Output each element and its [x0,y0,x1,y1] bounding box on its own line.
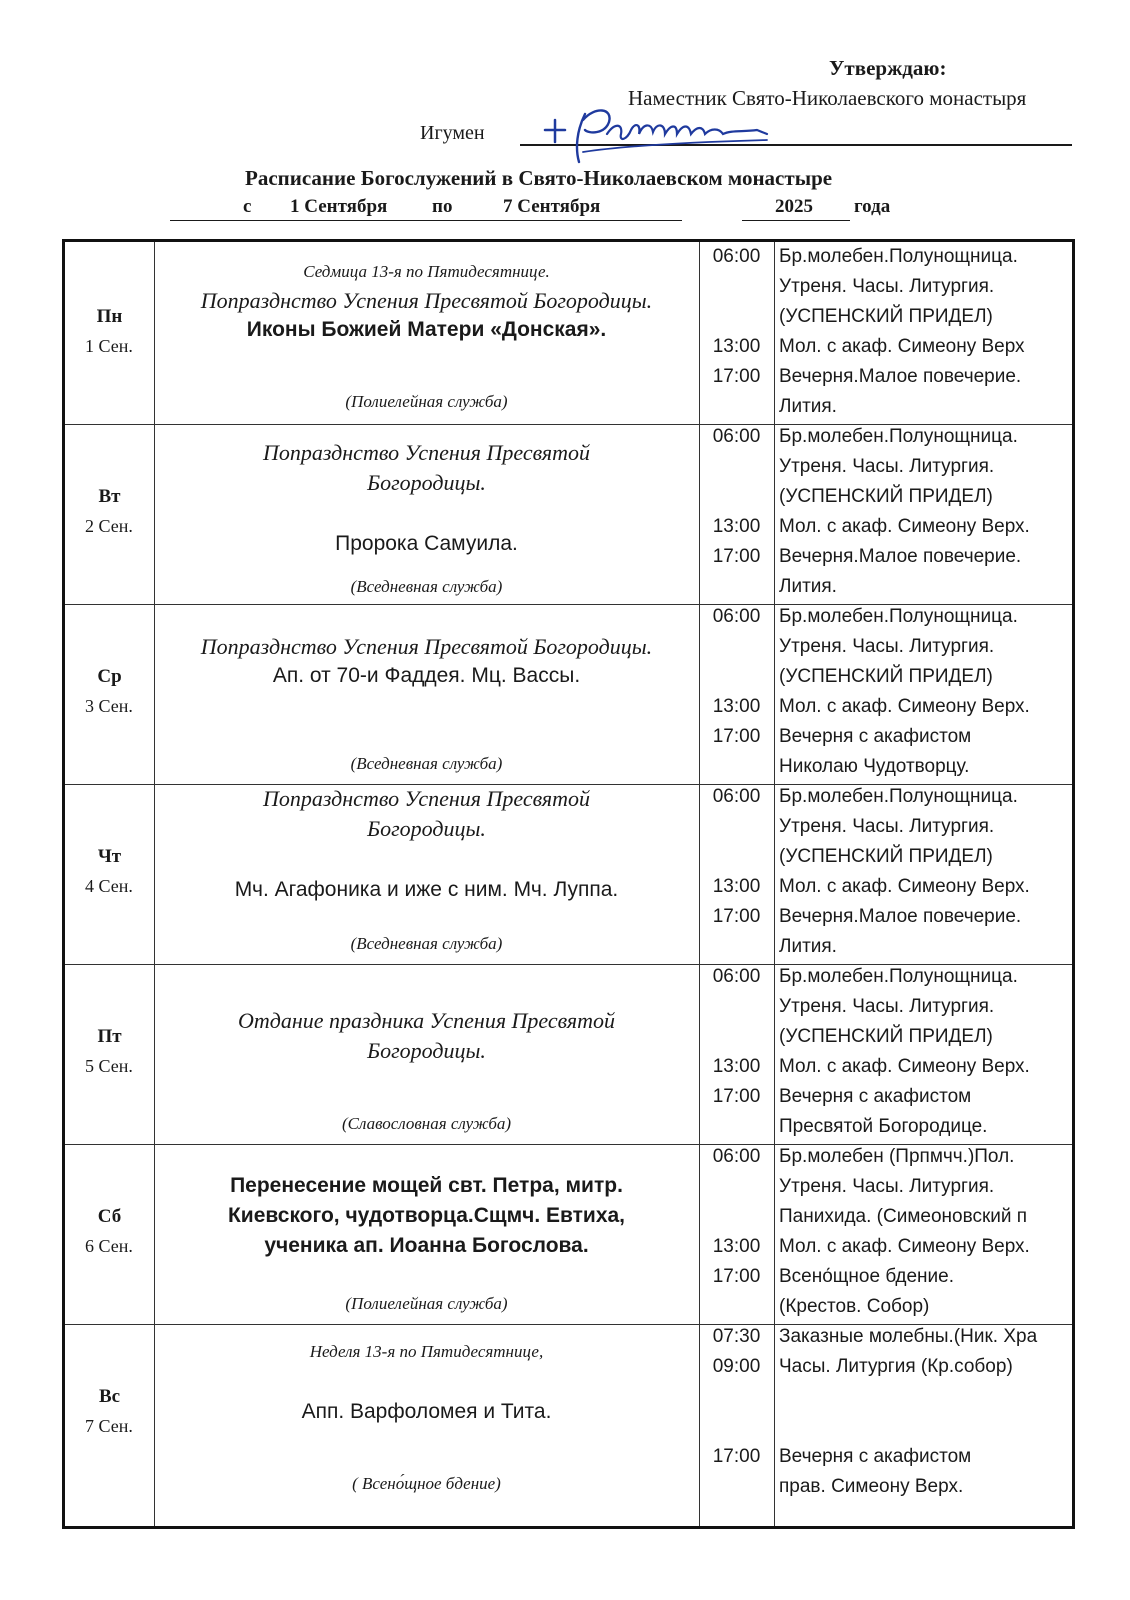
service-line: Мол. с акаф. Симеону Верх [779,336,1025,357]
day-of-week: Сб [97,1206,122,1227]
approver-title: Наместник Свято-Николаевского монастыря [628,86,1027,110]
service-line: Бр.молебен.Полунощница. [779,966,1018,987]
time-cell [699,1142,774,1324]
service-time: 17:00 [712,1446,761,1467]
service-time: 13:00 [712,516,761,537]
service-line: (Крестов. Собор) [779,1296,930,1317]
service-line: Бр.молебен.Полунощница. [779,426,1018,447]
schedule-table [62,239,1075,1529]
service-line: Панихида. (Симеоновский п [779,1206,1028,1227]
day-of-week: Пн [96,306,123,327]
time-cell [699,782,774,964]
schedule-row [65,782,1072,965]
feast-cell [154,1322,699,1505]
service-time: 13:00 [712,696,761,717]
feast-line: Апп. Варфоломея и Тита. [301,1400,552,1423]
service-time: 17:00 [712,1086,761,1107]
service-time: 09:00 [712,1356,761,1377]
service-line: Вечерня.Малое повечерие. [779,546,1022,567]
service-time: 13:00 [712,1236,761,1257]
feast-line: Седмица 13-я по Пятидесятнице. [303,262,550,281]
services-cell [775,962,1072,1144]
service-line: Вечерня.Малое повечерие. [779,366,1022,387]
service-time: 17:00 [712,906,761,927]
feast-line: (Полиелейная служба) [345,392,508,411]
feast-line: Киевского, чудотворца.Сщмч. Евтиха, [227,1204,626,1227]
service-line: Лития. [779,576,837,597]
period-to-date: 7 Сентября [503,196,601,217]
services-cell [775,782,1072,964]
day-date: 1 Сен. [85,336,133,356]
services-cell [775,422,1072,604]
schedule-row [65,1142,1072,1325]
service-line: Мол. с акаф. Симеону Верх. [779,516,1030,537]
feast-line: Богородицы. [367,470,486,495]
feast-line: Пророка Самуила. [335,532,518,555]
service-line: Бр.молебен (Прпмчч.)Пол. [779,1146,1015,1167]
day-of-week: Чт [97,846,122,867]
day-cell [65,422,154,604]
service-line: Николаю Чудотворцу. [779,756,970,777]
feast-line: (Вседневная служба) [350,754,503,773]
feast-cell [154,1142,699,1324]
day-date: 7 Сен. [85,1416,133,1436]
feast-line: ученика ап. Иоанна Богослова. [264,1234,589,1257]
service-line: Всено́щное бдение. [779,1266,954,1287]
time-cell [699,242,774,424]
service-time: 06:00 [712,426,761,447]
schedule-row [65,1322,1072,1505]
service-time: 06:00 [712,966,761,987]
approver-rank: Игумен [420,122,485,144]
schedule-title: Расписание Богослужений в Свято-Николаевском монастыре [245,166,833,190]
feast-line: Попразднство Успения Пресвятой Богородицы. [200,634,653,659]
service-time: 17:00 [712,366,761,387]
day-cell [65,1322,154,1505]
service-time: 06:00 [712,246,761,267]
time-cell [699,602,774,784]
schedule-row [65,602,1072,785]
day-cell [65,242,154,424]
feast-line: Мч. Агафоника и иже с ним. Мч. Луппа. [234,878,619,901]
day-cell [65,782,154,964]
period-from-prefix: с [243,196,252,217]
service-time: 13:00 [712,336,761,357]
day-of-week: Вс [98,1386,121,1407]
service-line: Утреня. Часы. Литургия. [779,276,995,297]
service-line: Бр.молебен.Полунощница. [779,606,1018,627]
period-underline [170,220,682,221]
service-line: Часы. Литургия (Кр.собор) [779,1356,1013,1377]
service-line: Мол. с акаф. Симеону Верх. [779,1056,1030,1077]
day-cell [65,602,154,784]
services-cell [775,242,1072,424]
feast-line: Ап. от 70-и Фаддея. Мц. Вассы. [272,664,581,687]
services-cell [775,602,1072,784]
service-line: Утреня. Часы. Литургия. [779,816,995,837]
service-line: Утреня. Часы. Литургия. [779,636,995,657]
day-date: 6 Сен. [85,1236,133,1256]
service-line: (УСПЕНСКИЙ ПРИДЕЛ) [779,1026,993,1047]
period-year-suffix: года [854,196,891,217]
day-date: 5 Сен. [85,1056,133,1076]
feast-cell [154,242,699,424]
service-line: Мол. с акаф. Симеону Верх. [779,876,1030,897]
service-time: 13:00 [712,876,761,897]
day-of-week: Пт [97,1026,122,1047]
service-time: 06:00 [712,606,761,627]
day-date: 4 Сен. [85,876,133,896]
service-line: Вечерня.Малое повечерие. [779,906,1022,927]
feast-cell [154,422,699,604]
period-year: 2025 [775,196,813,217]
service-time: 06:00 [712,786,761,807]
feast-line: (Вседневная служба) [350,577,503,596]
service-time: 17:00 [712,726,761,747]
period-from-date: 1 Сентября [290,196,388,217]
service-line: Бр.молебен.Полунощница. [779,246,1018,267]
services-cell [775,1322,1072,1505]
service-time: 17:00 [712,1266,761,1287]
service-line: Заказные молебны.(Ник. Хра [779,1326,1038,1347]
feast-line: (Славословная служба) [341,1114,512,1133]
day-date: 2 Сен. [85,516,133,536]
service-time: 17:00 [712,546,761,567]
service-time: 13:00 [712,1056,761,1077]
time-cell [699,422,774,604]
day-of-week: Ср [97,666,122,687]
service-line: Пресвятой Богородице. [779,1116,988,1137]
approval-heading: Утверждаю: [829,56,947,80]
year-underline [742,220,850,221]
service-line: Вечерня с акафистом [779,1086,972,1107]
feast-line: ( Всено́щное бдение) [352,1474,501,1493]
feast-cell [154,962,699,1144]
day-of-week: Вт [98,486,121,507]
service-time: 06:00 [712,1146,761,1167]
service-line: прав. Симеону Верх. [779,1476,964,1497]
service-line: Бр.молебен.Полунощница. [779,786,1018,807]
schedule-row [65,962,1072,1145]
feast-line: Попразднство Успения Пресвятой [262,440,591,465]
schedule-period [170,196,891,220]
time-cell [699,962,774,1144]
feast-line: Перенесение мощей свт. Петра, митр. [230,1174,623,1197]
day-cell [65,1142,154,1324]
service-line: (УСПЕНСКИЙ ПРИДЕЛ) [779,666,993,687]
service-line: Лития. [779,396,837,417]
service-time: 07:30 [712,1326,761,1347]
service-line: Мол. с акаф. Симеону Верх. [779,696,1030,717]
feast-line: Неделя 13-я по Пятидесятнице, [309,1342,544,1361]
feast-line: (Полиелейная служба) [345,1294,508,1313]
service-line: Вечерня с акафистом [779,726,972,747]
handwritten-signature [543,100,773,174]
feast-line: Иконы Божией Матери «Донская». [246,318,607,341]
period-to-prefix: по [432,196,453,217]
service-line: (УСПЕНСКИЙ ПРИДЕЛ) [779,486,993,507]
schedule-row [65,242,1072,425]
service-line: Утреня. Часы. Литургия. [779,1176,995,1197]
service-line: Утреня. Часы. Литургия. [779,456,995,477]
feast-line: Отдание праздника Успения Пресвятой [237,1008,616,1033]
service-line: Утреня. Часы. Литургия. [779,996,995,1017]
feast-line: Попразднство Успения Пресвятой Богородицы. [200,288,653,313]
service-line: Лития. [779,936,837,957]
feast-line: Богородицы. [367,816,486,841]
feast-cell [154,602,699,784]
schedule-row [65,422,1072,605]
service-line: (УСПЕНСКИЙ ПРИДЕЛ) [779,846,993,867]
services-cell [775,1142,1072,1324]
feast-line: Попразднство Успения Пресвятой [262,786,591,811]
feast-line: Богородицы. [367,1038,486,1063]
time-cell [699,1322,774,1505]
service-line: (УСПЕНСКИЙ ПРИДЕЛ) [779,306,993,327]
service-line: Вечерня с акафистом [779,1446,972,1467]
day-cell [65,962,154,1144]
service-line: Мол. с акаф. Симеону Верх. [779,1236,1030,1257]
feast-cell [154,782,699,964]
day-date: 3 Сен. [85,696,133,716]
feast-line: (Вседневная служба) [350,934,503,953]
